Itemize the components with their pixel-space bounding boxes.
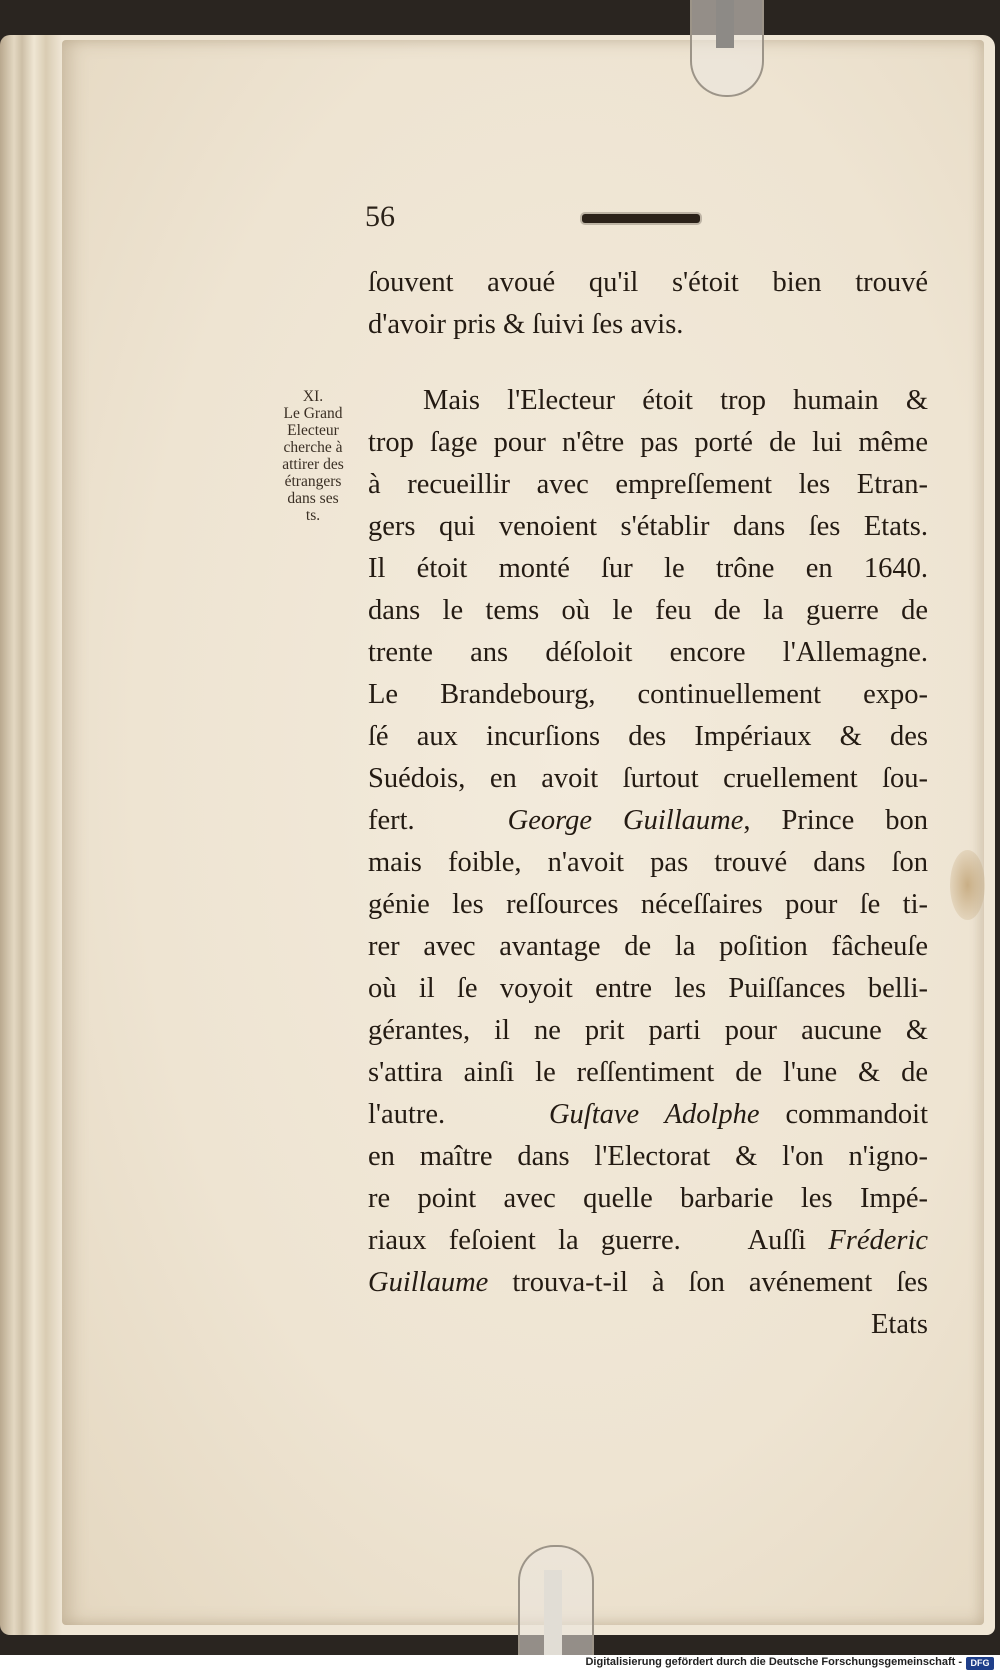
margin-note-line: Le Grand xyxy=(283,405,343,422)
text-segment: commandoit xyxy=(759,1099,928,1130)
text-line xyxy=(368,1220,928,1262)
margin-note-line: cherche à xyxy=(283,439,343,456)
text-line: ſé aux incurſions des Impériaux & des xyxy=(368,721,928,752)
text-line: à recueillir avec empreſſement les Etran- xyxy=(368,469,928,500)
text-line: Mais l'Electeur étoit trop humain & xyxy=(423,385,928,416)
margin-note-line: dans ses xyxy=(287,490,339,507)
text-line: s'attira ainſi le reſſentiment de l'une & de xyxy=(368,1057,928,1088)
margin-note-line: ts. xyxy=(305,507,321,524)
person-name: Guſtave Adolphe xyxy=(548,1099,760,1130)
text-line: ſouvent avoué qu'il s'étoit bien trouvé xyxy=(368,267,928,298)
text-line: trop ſage pour n'être pas porté de lui même xyxy=(368,427,928,458)
dfg-logo-icon: DFG xyxy=(966,1657,994,1670)
text-line: génie les reſſources néceſſaires pour ſe ti- xyxy=(368,889,928,920)
text-segment: l'autre. xyxy=(368,1099,446,1130)
text-line: gers qui venoient s'établir dans ſes Etats. xyxy=(368,511,928,542)
text-line: re point avec quelle barbarie les Impé- xyxy=(368,1183,928,1214)
catchword: Etats xyxy=(871,1309,928,1340)
text-line: où il ſe voyoit entre les Puiſſances belli- xyxy=(368,973,928,1004)
text-line: en maître dans l'Electorat & l'on n'igno- xyxy=(368,1141,928,1172)
margin-note-line: Electeur xyxy=(287,422,339,439)
text-line: gérantes, il ne prit parti pour aucune & xyxy=(368,1015,928,1046)
text-segment: riaux feſoient la guerre. xyxy=(368,1225,681,1256)
text-line: Il étoit monté ſur le trône en 1640. xyxy=(368,553,928,584)
text-line: rer avec avantage de la poſition fâcheuſe xyxy=(368,931,928,962)
text-line: mais foible, n'avoit pas trouvé dans ſon xyxy=(368,847,928,878)
text-segment: fert. xyxy=(368,805,415,836)
text-line: Suédois, en avoit ſurtout cruellement ſou- xyxy=(368,763,928,794)
text-line: trente ans déſoloit encore l'Allemagne. xyxy=(368,637,928,668)
margin-note-line: étrangers xyxy=(284,473,342,490)
text-segment: trouva-t-il à ſon avénement ſes xyxy=(488,1267,928,1298)
footer-credit: Digitalisierung gefördert durch die Deutsche Forschungsgemeinschaft - xyxy=(585,1656,962,1668)
page-number: 56 xyxy=(365,200,395,233)
top-page-clip xyxy=(690,0,764,97)
text-line: Le Brandebourg, continuellement expo- xyxy=(368,679,928,710)
text-line xyxy=(368,1262,928,1304)
text-line xyxy=(368,1094,928,1136)
margin-note-line: XI. xyxy=(302,388,324,405)
text-segment: Auſſi xyxy=(747,1225,829,1256)
person-name: Guillaume xyxy=(368,1267,489,1298)
margin-note-line: attirer des xyxy=(282,456,344,473)
ornament-rule xyxy=(582,214,700,223)
person-name: George Guillaume xyxy=(507,805,744,836)
paper-stain xyxy=(950,850,985,920)
body-text xyxy=(368,262,928,1346)
text-line: d'avoir pris & ſuivi ſes avis. xyxy=(368,309,684,340)
bottom-page-clip xyxy=(518,1545,594,1655)
text-line: dans le tems où le feu de la guerre de xyxy=(368,595,928,626)
margin-note xyxy=(258,388,368,524)
text-line xyxy=(368,800,928,842)
person-name: Fréderic xyxy=(828,1225,929,1256)
text-segment: , Prince bon xyxy=(743,805,929,836)
